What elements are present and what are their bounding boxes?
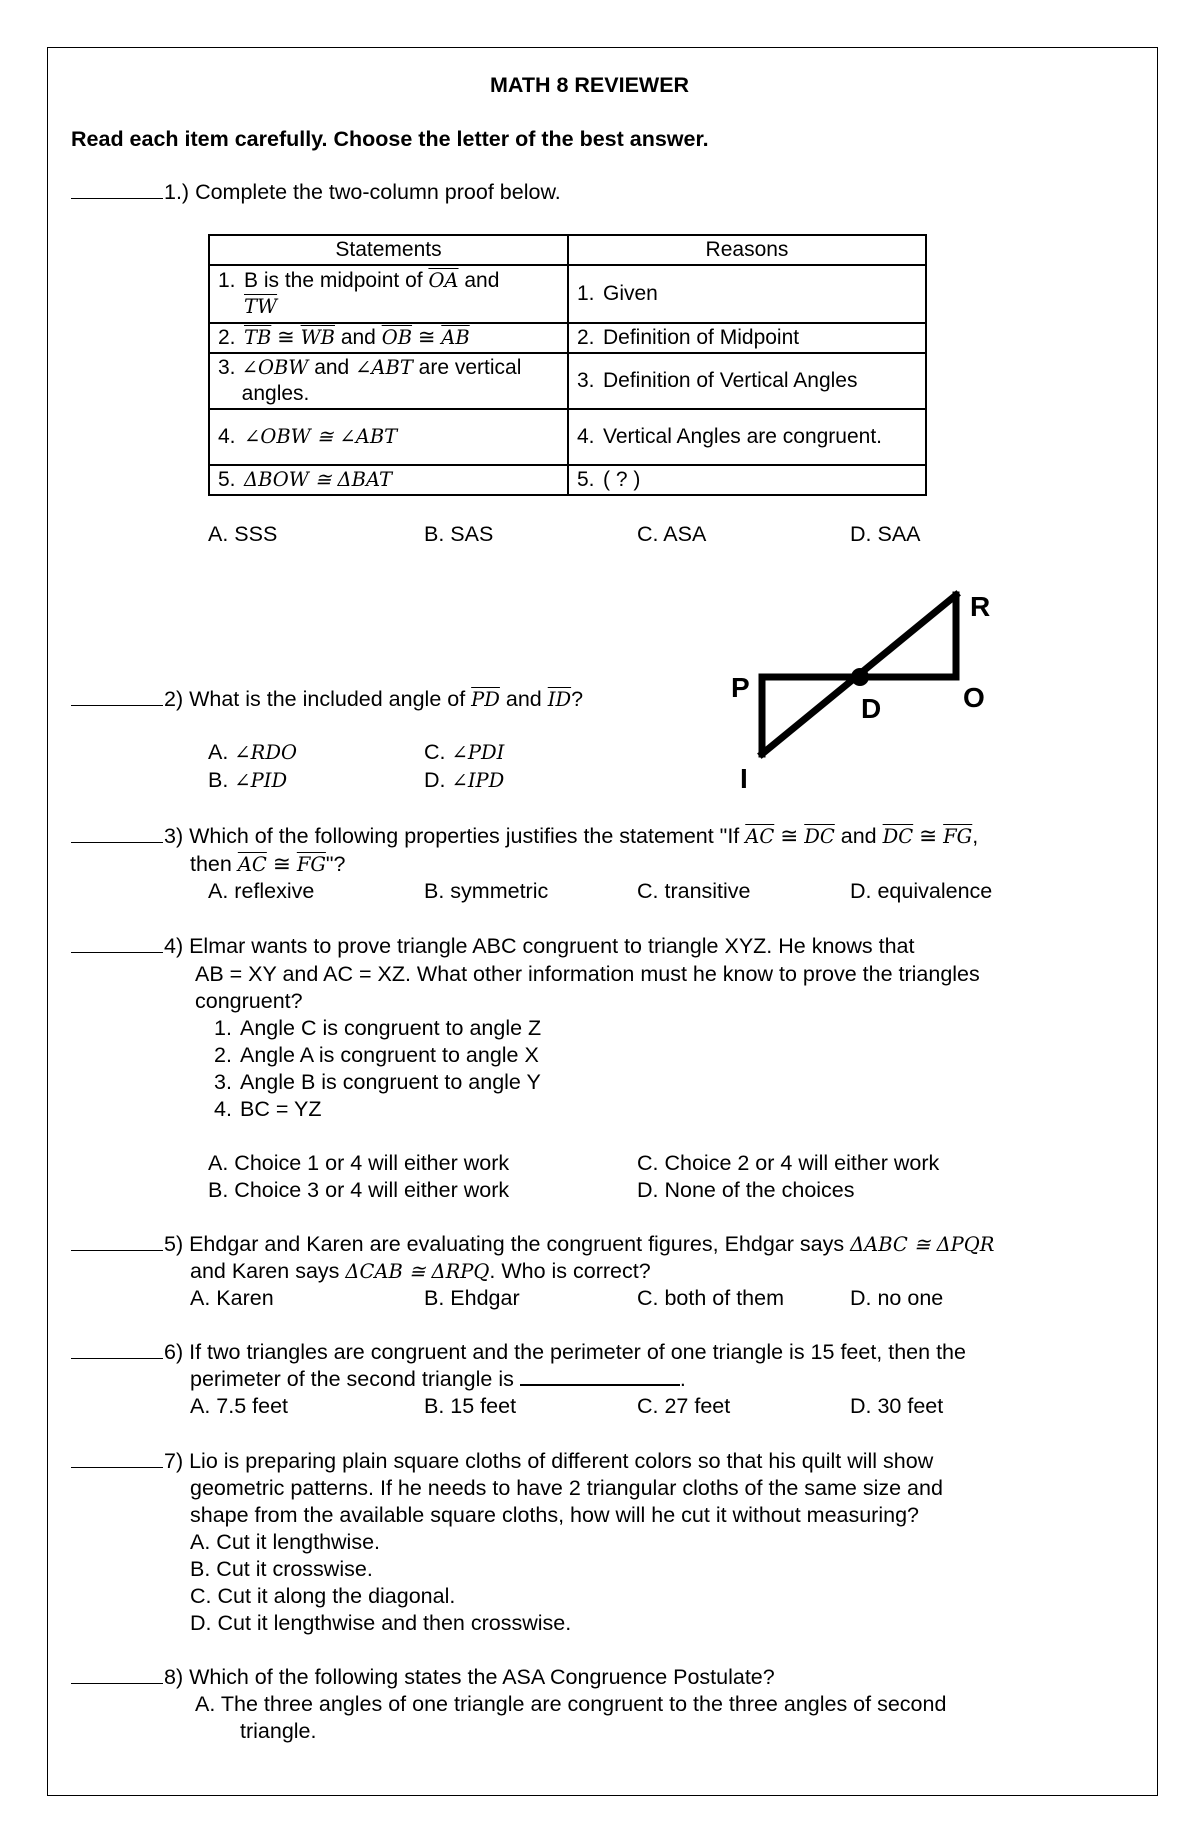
header-reasons: Reasons	[568, 235, 926, 265]
reason-2: 2. Definition of Midpoint	[568, 323, 926, 353]
q4-item-4: 4. BC = YZ	[214, 1097, 322, 1121]
question-3-line-2: then $\overline{AC}$ ≅ $\overline{FG}$"?	[190, 852, 346, 876]
statement-1: 1. B is the midpoint of $\overline{OA}$ and $\overline{TW}$	[209, 265, 568, 323]
q7-choice-d[interactable]: D. Cut it lengthwise and then crosswise.	[190, 1611, 572, 1635]
answer-blank-6[interactable]	[71, 1339, 163, 1359]
label-p: P	[731, 672, 750, 703]
q4-choice-c[interactable]: C. Choice 2 or 4 will either work	[637, 1151, 940, 1175]
q8-choice-a-line-2: triangle.	[240, 1719, 317, 1743]
statement-3: 3. ∠OBW and ∠ABT are vertical angles.	[209, 353, 568, 409]
question-6: 6) If two triangles are congruent and the perimeter of one triangle is 15 feet, then the	[71, 1339, 966, 1366]
q1-choice-c[interactable]: C. ASA	[637, 522, 707, 546]
q5-choice-c[interactable]: C. both of them	[637, 1286, 784, 1310]
q8-choice-a[interactable]: A. The three angles of one triangle are congruent to the three angles of second	[195, 1692, 947, 1716]
question-1: 1.) Complete the two-column proof below.	[71, 179, 561, 206]
q1-choice-d[interactable]: D. SAA	[850, 522, 921, 546]
question-4-line-3: congruent?	[195, 989, 303, 1013]
label-i: I	[740, 763, 748, 794]
q2-choice-c[interactable]: C. ∠PDI	[424, 740, 505, 764]
q2-choice-d[interactable]: D. ∠IPD	[424, 768, 505, 792]
triangle-figure	[715, 580, 1015, 795]
label-r: R	[970, 591, 991, 622]
question-2: 2) What is the included angle of $\overline{PD}$ and $\overline{ID}$?	[71, 686, 583, 713]
q7-choice-c[interactable]: C. Cut it along the diagonal.	[190, 1584, 456, 1608]
q3-choice-b[interactable]: B. symmetric	[424, 879, 549, 903]
answer-blank-3[interactable]	[71, 823, 163, 843]
answer-blank-8[interactable]	[71, 1664, 163, 1684]
q4-item-2: 2. Angle A is congruent to angle X	[214, 1043, 539, 1067]
q6-choice-d[interactable]: D. 30 feet	[850, 1394, 944, 1418]
statement-2: 2. $\overline{TB}$ ≅ $\overline{WB}$ and $\overline{OB}$ ≅ $\overline{AB}$	[209, 323, 568, 353]
question-3: 3) Which of the following properties justifies the statement "If $\overline{AC}$ ≅ $\overline{DC}$ and $\overline{DC}$ ≅ $\overline{FG}$,	[71, 823, 978, 850]
reason-3: 3. Definition of Vertical Angles	[568, 353, 926, 409]
q4-choice-d[interactable]: D. None of the choices	[637, 1178, 855, 1202]
question-5-line-2: and Karen says ΔCAB ≅ ΔRPQ. Who is correct?	[190, 1259, 651, 1283]
statement-5: 5. ΔBOW ≅ ΔBAT	[209, 465, 568, 495]
question-7-line-3: shape from the available square cloths, how will he cut it without measuring?	[190, 1503, 919, 1527]
label-o: O	[963, 682, 985, 713]
reason-1: 1. Given	[568, 265, 926, 323]
question-4: 4) Elmar wants to prove triangle ABC congruent to triangle XYZ. He knows that	[71, 933, 914, 960]
question-6-line-2: perimeter of the second triangle is .	[190, 1367, 686, 1391]
instructions: Read each item carefully. Choose the letter of the best answer.	[71, 127, 709, 151]
q7-choice-a[interactable]: A. Cut it lengthwise.	[190, 1530, 381, 1554]
page-title: MATH 8 REVIEWER	[490, 73, 690, 97]
q5-choice-b[interactable]: B. Ehdgar	[424, 1286, 520, 1310]
q2-choice-a[interactable]: A. ∠RDO	[208, 740, 297, 764]
question-4-line-2: AB = XY and AC = XZ. What other information must he know to prove the triangles	[195, 962, 980, 986]
q3-choice-c[interactable]: C. transitive	[637, 879, 751, 903]
q4-item-1: 1. Angle C is congruent to angle Z	[214, 1016, 542, 1040]
q4-item-3: 3. Angle B is congruent to angle Y	[214, 1070, 541, 1094]
answer-blank-1[interactable]	[71, 179, 163, 199]
answer-blank-5[interactable]	[71, 1231, 163, 1251]
q7-choice-b[interactable]: B. Cut it crosswise.	[190, 1557, 373, 1581]
q3-choice-d[interactable]: D. equivalence	[850, 879, 993, 903]
reason-4: 4. Vertical Angles are congruent.	[568, 409, 926, 465]
question-8: 8) Which of the following states the ASA Congruence Postulate?	[71, 1664, 775, 1691]
q3-choice-a[interactable]: A. reflexive	[208, 879, 315, 903]
q6-choice-a[interactable]: A. 7.5 feet	[190, 1394, 289, 1418]
question-5: 5) Ehdgar and Karen are evaluating the congruent figures, Ehdgar says ΔABC ≅ ΔPQR	[71, 1231, 994, 1258]
label-d: D	[861, 693, 882, 724]
q6-choice-b[interactable]: B. 15 feet	[424, 1394, 517, 1418]
q4-choice-b[interactable]: B. Choice 3 or 4 will either work	[208, 1178, 510, 1202]
answer-blank-7[interactable]	[71, 1448, 163, 1468]
q1-choice-a[interactable]: A. SSS	[208, 522, 278, 546]
q1-choice-b[interactable]: B. SAS	[424, 522, 494, 546]
header-statements: Statements	[209, 235, 568, 265]
question-7: 7) Lio is preparing plain square cloths of different colors so that his quilt will show	[71, 1448, 933, 1475]
answer-blank-4[interactable]	[71, 933, 163, 953]
q5-choice-d[interactable]: D. no one	[850, 1286, 944, 1310]
point-d	[851, 668, 869, 686]
proof-table	[208, 234, 927, 496]
q6-choice-c[interactable]: C. 27 feet	[637, 1394, 731, 1418]
q5-choice-a[interactable]: A. Karen	[190, 1286, 274, 1310]
statement-4: 4. ∠OBW ≅ ∠ABT	[209, 409, 568, 465]
answer-blank-2[interactable]	[71, 686, 163, 706]
q2-choice-b[interactable]: B. ∠PID	[208, 768, 288, 792]
fill-in-blank[interactable]	[520, 1366, 680, 1386]
question-7-line-2: geometric patterns. If he needs to have 2 triangular cloths of the same size and	[190, 1476, 943, 1500]
q4-choice-a[interactable]: A. Choice 1 or 4 will either work	[208, 1151, 510, 1175]
reason-5: 5. ( ? )	[568, 465, 926, 495]
